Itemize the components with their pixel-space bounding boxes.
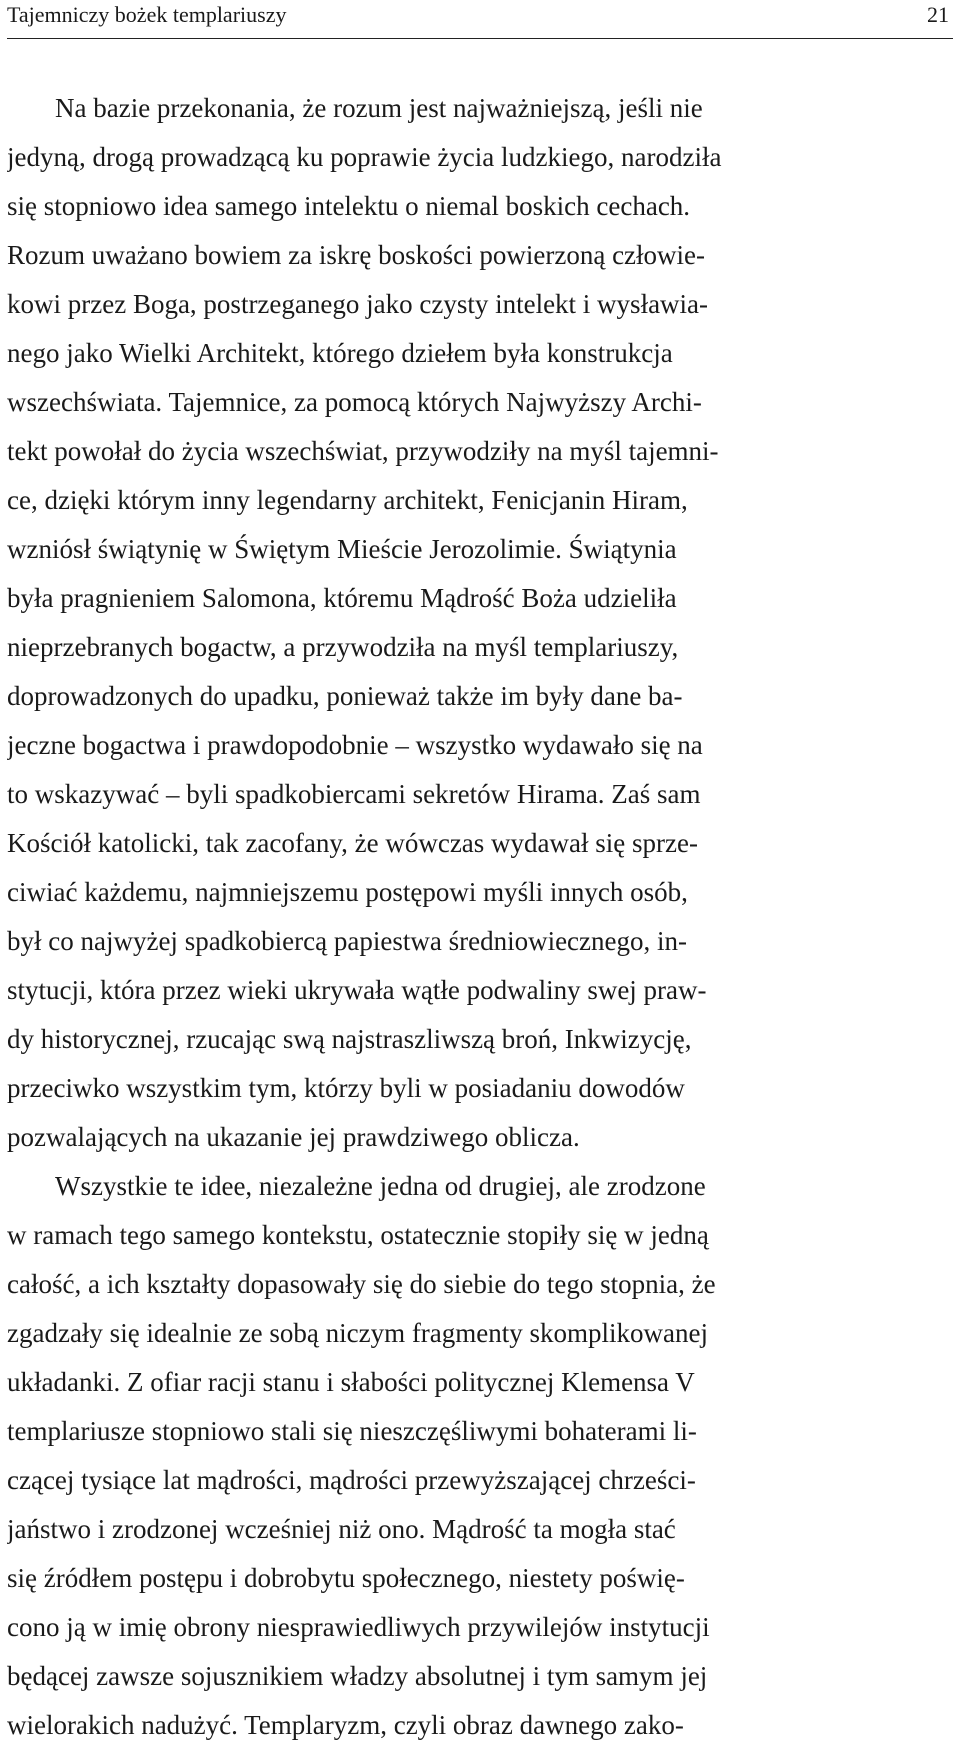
text-line: się źródłem postępu i dobrobytu społecznego, niestety poświę- — [7, 1563, 685, 1593]
text-line: cono ją w imię obrony niesprawiedliwych przywilejów instytucji — [7, 1612, 710, 1642]
paragraph-first-line: Na bazie przekonania, że rozum jest najważniejszą, jeśli nie — [55, 93, 703, 123]
text-line: dy historycznej, rzucając swą najstraszliwszą broń, Inkwizycję, — [7, 1024, 692, 1054]
running-header — [7, 0, 953, 39]
text-line: jaństwo i zrodzonej wcześniej niż ono. Mądrość ta mogła stać — [7, 1514, 676, 1544]
text-line: przeciwko wszystkim tym, którzy byli w posiadaniu dowodów — [7, 1073, 685, 1103]
text-line: była pragnieniem Salomona, któremu Mądrość Boża udzieliła — [7, 583, 677, 613]
running-title: Tajemniczy bożek templariuszy — [7, 2, 287, 27]
text-line: ce, dzięki którym inny legendarny architekt, Fenicjanin Hiram, — [7, 485, 688, 515]
text-line: był co najwyżej spadkobiercą papiestwa średniowiecznego, in- — [7, 926, 687, 956]
text-line: jeczne bogactwa i prawdopodobnie – wszystko wydawało się na — [7, 730, 703, 760]
text-line: całość, a ich kształty dopasowały się do siebie do tego stopnia, że — [7, 1269, 716, 1299]
text-line: ciwiać każdemu, najmniejszemu postępowi myśli innych osób, — [7, 877, 688, 907]
text-line: Rozum uważano bowiem za iskrę boskości powierzoną człowie- — [7, 240, 706, 270]
text-line: wzniósł świątynię w Świętym Mieście Jerozolimie. Świątynia — [7, 534, 677, 564]
page-number: 21 — [927, 2, 949, 27]
text-line: to wskazywać – byli spadkobiercami sekretów Hirama. Zaś sam — [7, 779, 701, 809]
text-line: tekt powołał do życia wszechświat, przywodziły na myśl tajemni- — [7, 436, 719, 466]
text-line: wszechświata. Tajemnice, za pomocą których Najwyższy Archi- — [7, 387, 702, 417]
text-line: templariusze stopniowo stali się nieszczęśliwymi bohaterami li- — [7, 1416, 697, 1446]
text-line: układanki. Z ofiar racji stanu i słabości politycznej Klemensa V — [7, 1367, 695, 1397]
text-line: będącej zawsze sojusznikiem władzy absolutnej i tym samym jej — [7, 1661, 708, 1691]
text-line: doprowadzonych do upadku, ponieważ także im były dane ba- — [7, 681, 683, 711]
text-line: stytucji, która przez wieki ukrywała wątłe podwaliny swej praw- — [7, 975, 707, 1005]
text-line: wielorakich nadużyć. Templaryzm, czyli obraz dawnego zako- — [7, 1710, 684, 1740]
text-line: Kościół katolicki, tak zacofany, że wówczas wydawał się sprze- — [7, 828, 698, 858]
text-line: jedyną, drogą prowadzącą ku poprawie życia ludzkiego, narodziła — [7, 142, 722, 172]
text-line: nieprzebranych bogactw, a przywodziła na myśl templariuszy, — [7, 632, 679, 662]
paragraph-first-line: Wszystkie te idee, niezależne jedna od drugiej, ale zrodzone — [55, 1171, 706, 1201]
text-line: nego jako Wielki Architekt, którego dziełem była konstrukcja — [7, 338, 673, 368]
text-line: zgadzały się idealnie ze sobą niczym fragmenty skomplikowanej — [7, 1318, 708, 1348]
text-line: w ramach tego samego kontekstu, ostatecznie stopiły się w jedną — [7, 1220, 709, 1250]
text-line: kowi przez Boga, postrzeganego jako czysty intelekt i wysławia- — [7, 289, 709, 319]
body-text — [7, 84, 911, 1750]
text-line: pozwalających na ukazanie jej prawdziwego oblicza. — [7, 1122, 580, 1152]
text-line: czącej tysiące lat mądrości, mądrości przewyższającej chrześci- — [7, 1465, 696, 1495]
text-line: się stopniowo idea samego intelektu o niemal boskich cechach. — [7, 191, 691, 221]
